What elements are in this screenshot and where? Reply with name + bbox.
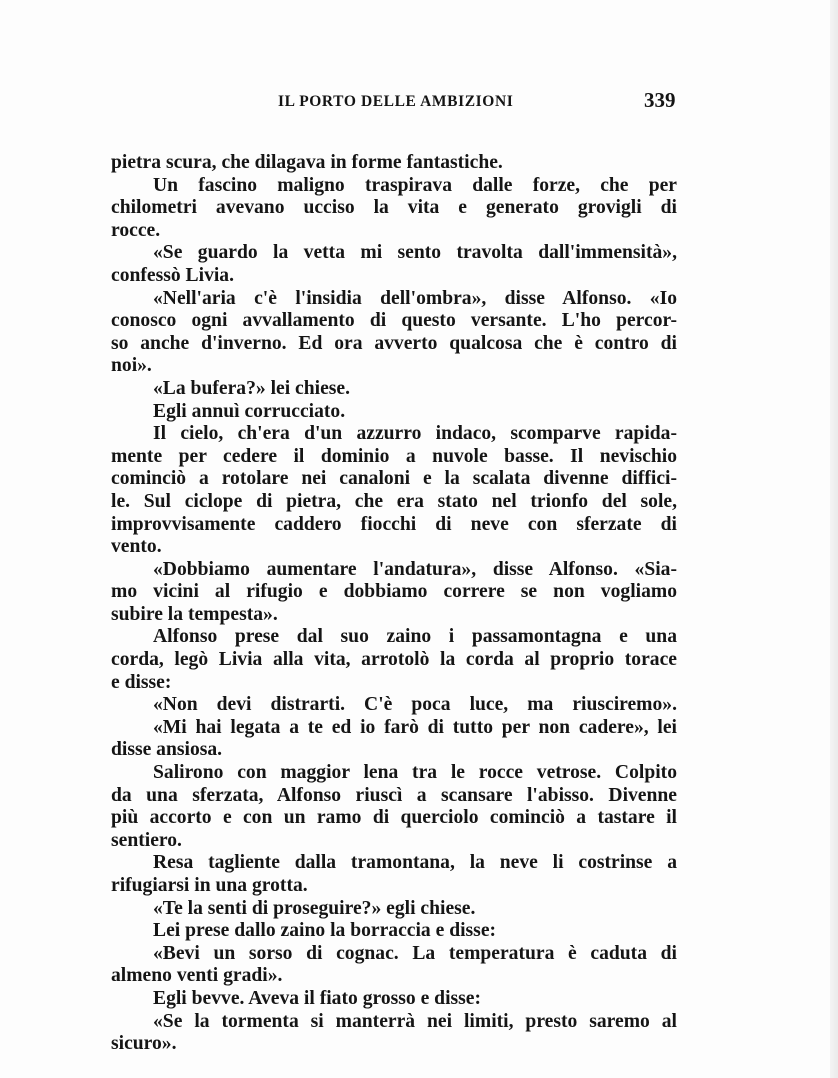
text-line: rocce. [111,219,161,241]
text-line: so anche d'inverno. Ed ora avverto qualcosa che è contro di [111,332,677,354]
page-edge [830,0,838,1078]
text-line: le. Sul ciclope di pietra, che era stato nel trionfo del sole, [111,490,677,512]
text-line: pietra scura, che dilagava in forme fantastiche. [111,152,503,173]
text-line: e disse: [111,671,172,693]
text-line: mente per cedere il dominio a nuvole basse. Il nevischio [111,445,677,467]
text-line: da una sferzata, Alfonso riuscì a scansare l'abisso. Divenne [111,784,677,806]
text-line: «Dobbiamo aumentare l'andatura», disse Alfonso. «Sia- [153,558,677,580]
text-line: «Te la senti di proseguire?» egli chiese. [153,897,476,919]
text-line: corda, legò Livia alla vita, arrotolò la corda al proprio torace [111,649,677,671]
text-line: Salirono con maggior lena tra le rocce vetrose. Colpito [153,762,677,784]
text-line: «Se guardo la vetta mi sento travolta dall'immensità», [153,242,677,264]
text-line: almeno venti gradi». [111,965,283,987]
text-line: Egli bevve. Aveva il fiato grosso e disse: [153,987,481,1009]
text-line: «La bufera?» lei chiese. [153,377,350,399]
text-line: sentiero. [111,829,182,851]
text-line: più accorto e con un ramo di querciolo cominciò a tastare il [111,807,677,829]
running-title: IL PORTO DELLE AMBIZIONI [278,93,514,110]
text-line: Egli annuì corrucciato. [153,400,346,422]
text-line: Il cielo, ch'era d'un azzurro indaco, scomparve rapida- [153,423,677,445]
text-line: sicuro». [111,1033,177,1055]
text-line: Lei prese dallo zaino la borraccia e disse: [153,920,497,942]
text-line: cominciò a rotolare nei canaloni e la scalata divenne diffici- [111,468,677,490]
text-line: Un fascino maligno traspirava dalle forze, che per [153,174,677,196]
text-line: rifugiarsi in una grotta. [111,875,308,896]
text-line: confessò Livia. [111,264,235,286]
text-line: chilometri avevano ucciso la vita e generato grovigli di [111,197,677,219]
text-line: Resa tagliente dalla tramontana, la neve li costrinse a [153,852,677,874]
text-line: vento. [111,536,162,558]
text-line: noi». [111,355,152,377]
text-line: improvvisamente caddero fiocchi di neve con sferzate di [111,513,677,535]
body-text [111,152,677,1056]
page-number: 339 [644,88,676,112]
text-line: «Nell'aria c'è l'insidia dell'ombra», disse Alfonso. «Io [153,287,677,309]
text-line: subire la tempesta». [111,603,278,625]
text-line: Alfonso prese dal suo zaino i passamontagna e una [153,626,677,648]
text-line: mo vicini al rifugio e dobbiamo correre se non vogliamo [111,581,677,603]
text-line: disse ansiosa. [111,739,223,761]
text-line: conosco ogni avvallamento di questo versante. L'ho percor- [111,310,677,332]
text-line: «Non devi distrarti. C'è poca luce, ma riusciremo». [153,694,677,716]
text-line: «Se la tormenta si manterrà nei limiti, presto saremo al [153,1010,677,1032]
text-line: «Bevi un sorso di cognac. La temperatura è caduta di [153,942,677,964]
text-line: «Mi hai legata a te ed io farò di tutto per non cadere», lei [153,716,677,738]
